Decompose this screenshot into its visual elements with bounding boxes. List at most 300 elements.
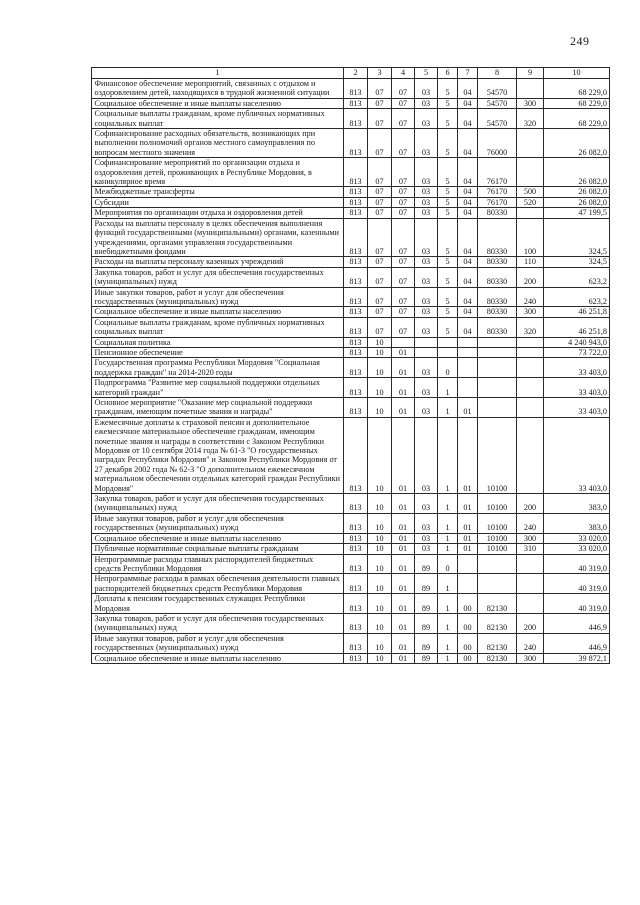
col-5-value: 89 (415, 594, 438, 614)
col-2-value: 813 (344, 187, 368, 197)
col-3-value: 07 (368, 287, 392, 307)
col-9-value (517, 574, 544, 594)
col-6-value (438, 337, 458, 347)
col-7-value: 01 (458, 417, 478, 493)
col-10-amount: 68 229,0 (544, 98, 610, 108)
col-6-value: 1 (438, 533, 458, 543)
table-row (92, 633, 610, 653)
col-10-amount: 324,5 (544, 257, 610, 267)
col-9-value (517, 554, 544, 574)
col-5-value: 03 (415, 513, 438, 533)
col-3-value: 07 (368, 98, 392, 108)
header-row (92, 68, 610, 79)
col-2-value: 813 (344, 358, 368, 378)
col-5-value: 03 (415, 533, 438, 543)
col-6-value: 5 (438, 109, 458, 129)
col-10-amount: 39 872,1 (544, 653, 610, 663)
col-9-value (517, 594, 544, 614)
col-8-value: 80330 (478, 267, 517, 287)
col-10-amount: 26 082,0 (544, 129, 610, 158)
col-7-value: 01 (458, 544, 478, 554)
col-3-value: 07 (368, 187, 392, 197)
column-header-5: 5 (415, 68, 438, 79)
col-7-value: 04 (458, 287, 478, 307)
col-10-amount: 73 722,0 (544, 347, 610, 357)
col-3-value: 10 (368, 347, 392, 357)
col-8-value: 76170 (478, 187, 517, 197)
col-3-value: 10 (368, 653, 392, 663)
col-8-value (478, 378, 517, 398)
col-6-value: 5 (438, 317, 458, 337)
row-name: Иные закупки товаров, работ и услуг для обеспечения государственных (муниципальных) нужд (92, 513, 344, 533)
col-8-value: 82130 (478, 594, 517, 614)
col-3-value: 10 (368, 417, 392, 493)
row-name: Социальное обеспечение и иные выплаты населению (92, 653, 344, 663)
col-7-value: 04 (458, 317, 478, 337)
row-name: Закупка товаров, работ и услуг для обеспечения государственных (муниципальных) нужд (92, 494, 344, 514)
col-4-value: 07 (392, 98, 415, 108)
col-8-value: 80330 (478, 307, 517, 317)
col-5-value: 03 (415, 317, 438, 337)
row-name: Иные закупки товаров, работ и услуг для обеспечения государственных (муниципальных) нужд (92, 633, 344, 653)
col-2-value: 813 (344, 417, 368, 493)
col-10-amount: 33 403,0 (544, 358, 610, 378)
col-8-value: 80330 (478, 208, 517, 218)
col-6-value: 5 (438, 129, 458, 158)
row-name: Непрограммные расходы в рамках обеспечения деятельности главных распорядителей бюджетных средств Республики Мордовия (92, 574, 344, 594)
col-6-value: 1 (438, 378, 458, 398)
table-row (92, 218, 610, 257)
col-9-value (517, 347, 544, 357)
col-3-value: 10 (368, 613, 392, 633)
col-8-value: 82130 (478, 633, 517, 653)
col-4-value: 07 (392, 208, 415, 218)
col-10-amount: 40 319,0 (544, 554, 610, 574)
col-6-value: 1 (438, 513, 458, 533)
col-2-value: 813 (344, 633, 368, 653)
col-9-value: 100 (517, 218, 544, 257)
col-4-value: 01 (392, 653, 415, 663)
col-8-value: 76170 (478, 197, 517, 207)
col-6-value: 5 (438, 98, 458, 108)
col-2-value: 813 (344, 554, 368, 574)
col-4-value: 01 (392, 398, 415, 418)
col-7-value: 01 (458, 533, 478, 543)
row-name: Социальное обеспечение и иные выплаты населению (92, 98, 344, 108)
col-9-value: 300 (517, 307, 544, 317)
table-row (92, 513, 610, 533)
col-6-value: 5 (438, 257, 458, 267)
row-name: Социальное обеспечение и иные выплаты населению (92, 307, 344, 317)
col-6-value: 5 (438, 197, 458, 207)
col-9-value: 240 (517, 287, 544, 307)
col-9-value: 300 (517, 533, 544, 543)
row-name: Публичные нормативные социальные выплаты гражданам (92, 544, 344, 554)
col-8-value (478, 358, 517, 378)
col-3-value: 10 (368, 398, 392, 418)
col-8-value: 82130 (478, 613, 517, 633)
table-row (92, 544, 610, 554)
col-4-value: 01 (392, 574, 415, 594)
col-8-value: 54570 (478, 109, 517, 129)
col-5-value: 03 (415, 129, 438, 158)
col-2-value: 813 (344, 574, 368, 594)
col-9-value: 200 (517, 267, 544, 287)
col-3-value: 10 (368, 533, 392, 543)
table-row (92, 158, 610, 187)
col-10-amount: 623,2 (544, 287, 610, 307)
table-row (92, 594, 610, 614)
col-4-value: 01 (392, 554, 415, 574)
row-name: Субсидии (92, 197, 344, 207)
col-5-value: 89 (415, 633, 438, 653)
col-9-value: 110 (517, 257, 544, 267)
col-9-value: 300 (517, 98, 544, 108)
col-4-value: 07 (392, 257, 415, 267)
col-10-amount: 324,5 (544, 218, 610, 257)
col-9-value (517, 398, 544, 418)
col-6-value: 5 (438, 187, 458, 197)
col-9-value: 320 (517, 317, 544, 337)
budget-table (91, 67, 610, 664)
col-2-value: 813 (344, 208, 368, 218)
table-row (92, 208, 610, 218)
col-10-amount: 40 319,0 (544, 574, 610, 594)
col-3-value: 10 (368, 633, 392, 653)
col-3-value: 10 (368, 358, 392, 378)
row-name: Расходы на выплаты персоналу в целях обеспечения выполнения функций государственными (муниципальными) органами, казенными учреждениями, органами управления государственными внебюджетными фондами (92, 218, 344, 257)
col-7-value: 04 (458, 307, 478, 317)
table-row (92, 98, 610, 108)
col-9-value (517, 158, 544, 187)
col-9-value: 200 (517, 494, 544, 514)
col-4-value: 01 (392, 494, 415, 514)
col-10-amount: 68 229,0 (544, 79, 610, 99)
col-4-value: 07 (392, 317, 415, 337)
col-5-value: 03 (415, 98, 438, 108)
col-7-value: 04 (458, 197, 478, 207)
col-5-value: 03 (415, 267, 438, 287)
table-row (92, 347, 610, 357)
col-4-value: 07 (392, 197, 415, 207)
col-7-value: 00 (458, 613, 478, 633)
col-5-value (415, 337, 438, 347)
col-4-value: 01 (392, 513, 415, 533)
col-9-value (517, 378, 544, 398)
col-2-value: 813 (344, 287, 368, 307)
col-7-value: 04 (458, 129, 478, 158)
col-3-value: 10 (368, 337, 392, 347)
column-header-6: 6 (438, 68, 458, 79)
column-header-4: 4 (392, 68, 415, 79)
col-8-value (478, 574, 517, 594)
col-3-value: 07 (368, 109, 392, 129)
col-3-value: 07 (368, 257, 392, 267)
col-5-value: 89 (415, 613, 438, 633)
col-4-value: 07 (392, 218, 415, 257)
column-header-8: 8 (478, 68, 517, 79)
col-2-value: 813 (344, 594, 368, 614)
col-10-amount: 26 082,0 (544, 158, 610, 187)
col-10-amount: 26 082,0 (544, 197, 610, 207)
col-4-value: 07 (392, 158, 415, 187)
col-8-value: 76170 (478, 158, 517, 187)
col-10-amount: 33 403,0 (544, 398, 610, 418)
col-5-value: 03 (415, 79, 438, 99)
col-9-value: 500 (517, 187, 544, 197)
col-4-value: 07 (392, 287, 415, 307)
col-8-value: 10100 (478, 544, 517, 554)
col-9-value (517, 208, 544, 218)
col-2-value: 813 (344, 347, 368, 357)
col-9-value (517, 129, 544, 158)
row-name: Закупка товаров, работ и услуг для обеспечения государственных (муниципальных) нужд (92, 613, 344, 633)
col-7-value: 04 (458, 208, 478, 218)
table-row (92, 287, 610, 307)
col-8-value: 82130 (478, 653, 517, 663)
col-9-value: 240 (517, 633, 544, 653)
table-row (92, 533, 610, 543)
row-name: Софинансирование расходных обязательств, возникающих при выполнении полномочий органов местного самоуправления по вопросам местного значения (92, 129, 344, 158)
table-row (92, 337, 610, 347)
col-8-value: 10100 (478, 513, 517, 533)
col-10-amount: 46 251,8 (544, 317, 610, 337)
col-5-value: 03 (415, 398, 438, 418)
col-7-value (458, 337, 478, 347)
row-name: Государственная программа Республики Мордовия "Социальная поддержка граждан" на 2014-2020 годы (92, 358, 344, 378)
col-4-value: 07 (392, 109, 415, 129)
row-name: Доплаты к пенсиям государственных служащих Республики Мордовия (92, 594, 344, 614)
col-7-value: 04 (458, 79, 478, 99)
col-3-value: 10 (368, 594, 392, 614)
col-6-value: 0 (438, 554, 458, 574)
row-name: Основное мероприятие "Оказание мер социальной поддержки гражданам, имеющим почетные звания и награды" (92, 398, 344, 418)
col-5-value: 03 (415, 494, 438, 514)
col-6-value: 5 (438, 287, 458, 307)
col-10-amount: 47 199,5 (544, 208, 610, 218)
col-9-value: 310 (517, 544, 544, 554)
row-name: Социальное обеспечение и иные выплаты населению (92, 533, 344, 543)
col-2-value: 813 (344, 158, 368, 187)
col-8-value: 54570 (478, 98, 517, 108)
col-3-value: 07 (368, 307, 392, 317)
col-6-value: 0 (438, 358, 458, 378)
table-row (92, 398, 610, 418)
column-header-3: 3 (368, 68, 392, 79)
column-header-10: 10 (544, 68, 610, 79)
col-10-amount: 40 319,0 (544, 594, 610, 614)
col-5-value: 03 (415, 218, 438, 257)
col-8-value: 80330 (478, 287, 517, 307)
table-row (92, 554, 610, 574)
col-2-value: 813 (344, 267, 368, 287)
row-name: Социальные выплаты гражданам, кроме публичных нормативных социальных выплат (92, 317, 344, 337)
table-row (92, 187, 610, 197)
table-row (92, 129, 610, 158)
col-4-value (392, 337, 415, 347)
col-9-value (517, 417, 544, 493)
col-8-value: 10100 (478, 494, 517, 514)
col-5-value: 03 (415, 287, 438, 307)
table-row (92, 653, 610, 663)
col-8-value (478, 347, 517, 357)
col-7-value: 04 (458, 158, 478, 187)
col-2-value: 813 (344, 218, 368, 257)
col-5-value: 89 (415, 653, 438, 663)
col-10-amount: 68 229,0 (544, 109, 610, 129)
col-6-value: 5 (438, 307, 458, 317)
col-6-value: 1 (438, 417, 458, 493)
column-header-2: 2 (344, 68, 368, 79)
table-row (92, 417, 610, 493)
col-7-value (458, 378, 478, 398)
row-name: Социальная политика (92, 337, 344, 347)
col-7-value: 01 (458, 398, 478, 418)
col-2-value: 813 (344, 79, 368, 99)
col-3-value: 10 (368, 378, 392, 398)
col-3-value: 10 (368, 494, 392, 514)
col-6-value: 1 (438, 613, 458, 633)
col-8-value: 10100 (478, 417, 517, 493)
col-2-value: 813 (344, 494, 368, 514)
row-name: Подпрограмма "Развитие мер социальной поддержки отдельных категорий граждан" (92, 378, 344, 398)
col-4-value: 07 (392, 129, 415, 158)
col-9-value: 320 (517, 109, 544, 129)
row-name: Расходы на выплаты персоналу казенных учреждений (92, 257, 344, 267)
table-row (92, 267, 610, 287)
col-8-value: 80330 (478, 218, 517, 257)
col-4-value: 01 (392, 417, 415, 493)
col-10-amount: 26 082,0 (544, 187, 610, 197)
col-10-amount: 33 403,0 (544, 417, 610, 493)
row-name: Финансовое обеспечение мероприятий, связанных с отдыхом и оздоровлением детей, находящихся в трудной жизненной ситуации (92, 79, 344, 99)
col-5-value: 89 (415, 554, 438, 574)
col-6-value: 1 (438, 494, 458, 514)
table-row (92, 378, 610, 398)
col-6-value: 1 (438, 653, 458, 663)
col-8-value: 80330 (478, 257, 517, 267)
col-8-value (478, 554, 517, 574)
col-7-value: 04 (458, 257, 478, 267)
column-header-1: 1 (92, 68, 344, 79)
col-2-value: 813 (344, 307, 368, 317)
col-7-value (458, 554, 478, 574)
col-4-value: 01 (392, 613, 415, 633)
col-6-value: 5 (438, 208, 458, 218)
col-4-value: 01 (392, 594, 415, 614)
col-3-value: 10 (368, 554, 392, 574)
row-name: Ежемесячные доплаты к страховой пенсии и дополнительное ежемесячное материальное обеспечение гражданам, имеющим почетные звания и награды в соответствии с Законом Республики Мордовия от 10 сентября 2014 года № 61-З "О государственных наградах Республики Мордовия" и Законом Республики Мордовия от 27 декабря 2002 года № 62-З "О дополнительном ежемесячном материальном обеспечении отдельных категорий граждан Республики Мордовия" (92, 417, 344, 493)
col-6-value: 1 (438, 633, 458, 653)
col-2-value: 813 (344, 129, 368, 158)
col-3-value: 07 (368, 208, 392, 218)
col-9-value: 520 (517, 197, 544, 207)
col-9-value: 300 (517, 653, 544, 663)
col-9-value: 240 (517, 513, 544, 533)
col-5-value: 03 (415, 187, 438, 197)
row-name: Софинансирование мероприятий по организации отдыха и оздоровления детей, проживающих в Республике Мордовия, в каникулярное время (92, 158, 344, 187)
col-4-value: 01 (392, 633, 415, 653)
col-3-value: 07 (368, 218, 392, 257)
col-7-value (458, 358, 478, 378)
col-2-value: 813 (344, 109, 368, 129)
row-name: Пенсионное обеспечение (92, 347, 344, 357)
table-row (92, 197, 610, 207)
col-7-value: 04 (458, 98, 478, 108)
col-3-value: 10 (368, 574, 392, 594)
col-5-value: 03 (415, 307, 438, 317)
col-2-value: 813 (344, 197, 368, 207)
table-row (92, 307, 610, 317)
col-10-amount: 623,2 (544, 267, 610, 287)
col-3-value: 07 (368, 317, 392, 337)
page-number: 249 (570, 34, 590, 48)
col-2-value: 813 (344, 653, 368, 663)
table-row (92, 494, 610, 514)
col-5-value: 89 (415, 574, 438, 594)
col-2-value: 813 (344, 378, 368, 398)
row-name: Межбюджетные трансферты (92, 187, 344, 197)
col-5-value: 03 (415, 358, 438, 378)
col-8-value (478, 337, 517, 347)
col-2-value: 813 (344, 337, 368, 347)
col-7-value: 04 (458, 267, 478, 287)
col-4-value: 01 (392, 347, 415, 357)
col-4-value: 07 (392, 79, 415, 99)
row-name: Иные закупки товаров, работ и услуг для обеспечения государственных (муниципальных) нужд (92, 287, 344, 307)
col-7-value: 00 (458, 653, 478, 663)
col-10-amount: 4 240 943,0 (544, 337, 610, 347)
col-10-amount: 33 020,0 (544, 533, 610, 543)
col-6-value: 1 (438, 544, 458, 554)
col-4-value: 01 (392, 544, 415, 554)
table-row (92, 257, 610, 267)
col-3-value: 07 (368, 197, 392, 207)
col-4-value: 07 (392, 307, 415, 317)
col-5-value: 03 (415, 378, 438, 398)
table-row (92, 79, 610, 99)
col-6-value: 1 (438, 398, 458, 418)
col-6-value: 5 (438, 267, 458, 287)
col-2-value: 813 (344, 513, 368, 533)
col-2-value: 813 (344, 98, 368, 108)
col-5-value: 03 (415, 417, 438, 493)
table-row (92, 613, 610, 633)
col-9-value (517, 79, 544, 99)
col-10-amount: 33 403,0 (544, 378, 610, 398)
col-4-value: 01 (392, 358, 415, 378)
col-2-value: 813 (344, 613, 368, 633)
col-6-value: 1 (438, 594, 458, 614)
col-8-value: 54570 (478, 79, 517, 99)
col-4-value: 07 (392, 187, 415, 197)
col-3-value: 07 (368, 79, 392, 99)
col-10-amount: 383,0 (544, 513, 610, 533)
col-5-value: 03 (415, 109, 438, 129)
table-row (92, 358, 610, 378)
col-7-value: 04 (458, 218, 478, 257)
row-name: Закупка товаров, работ и услуг для обеспечения государственных (муниципальных) нужд (92, 267, 344, 287)
col-10-amount: 33 020,0 (544, 544, 610, 554)
col-2-value: 813 (344, 257, 368, 267)
col-10-amount: 446,9 (544, 633, 610, 653)
col-7-value: 01 (458, 494, 478, 514)
col-10-amount: 383,0 (544, 494, 610, 514)
col-7-value: 01 (458, 513, 478, 533)
col-7-value: 00 (458, 594, 478, 614)
col-5-value: 03 (415, 197, 438, 207)
col-6-value: 5 (438, 218, 458, 257)
